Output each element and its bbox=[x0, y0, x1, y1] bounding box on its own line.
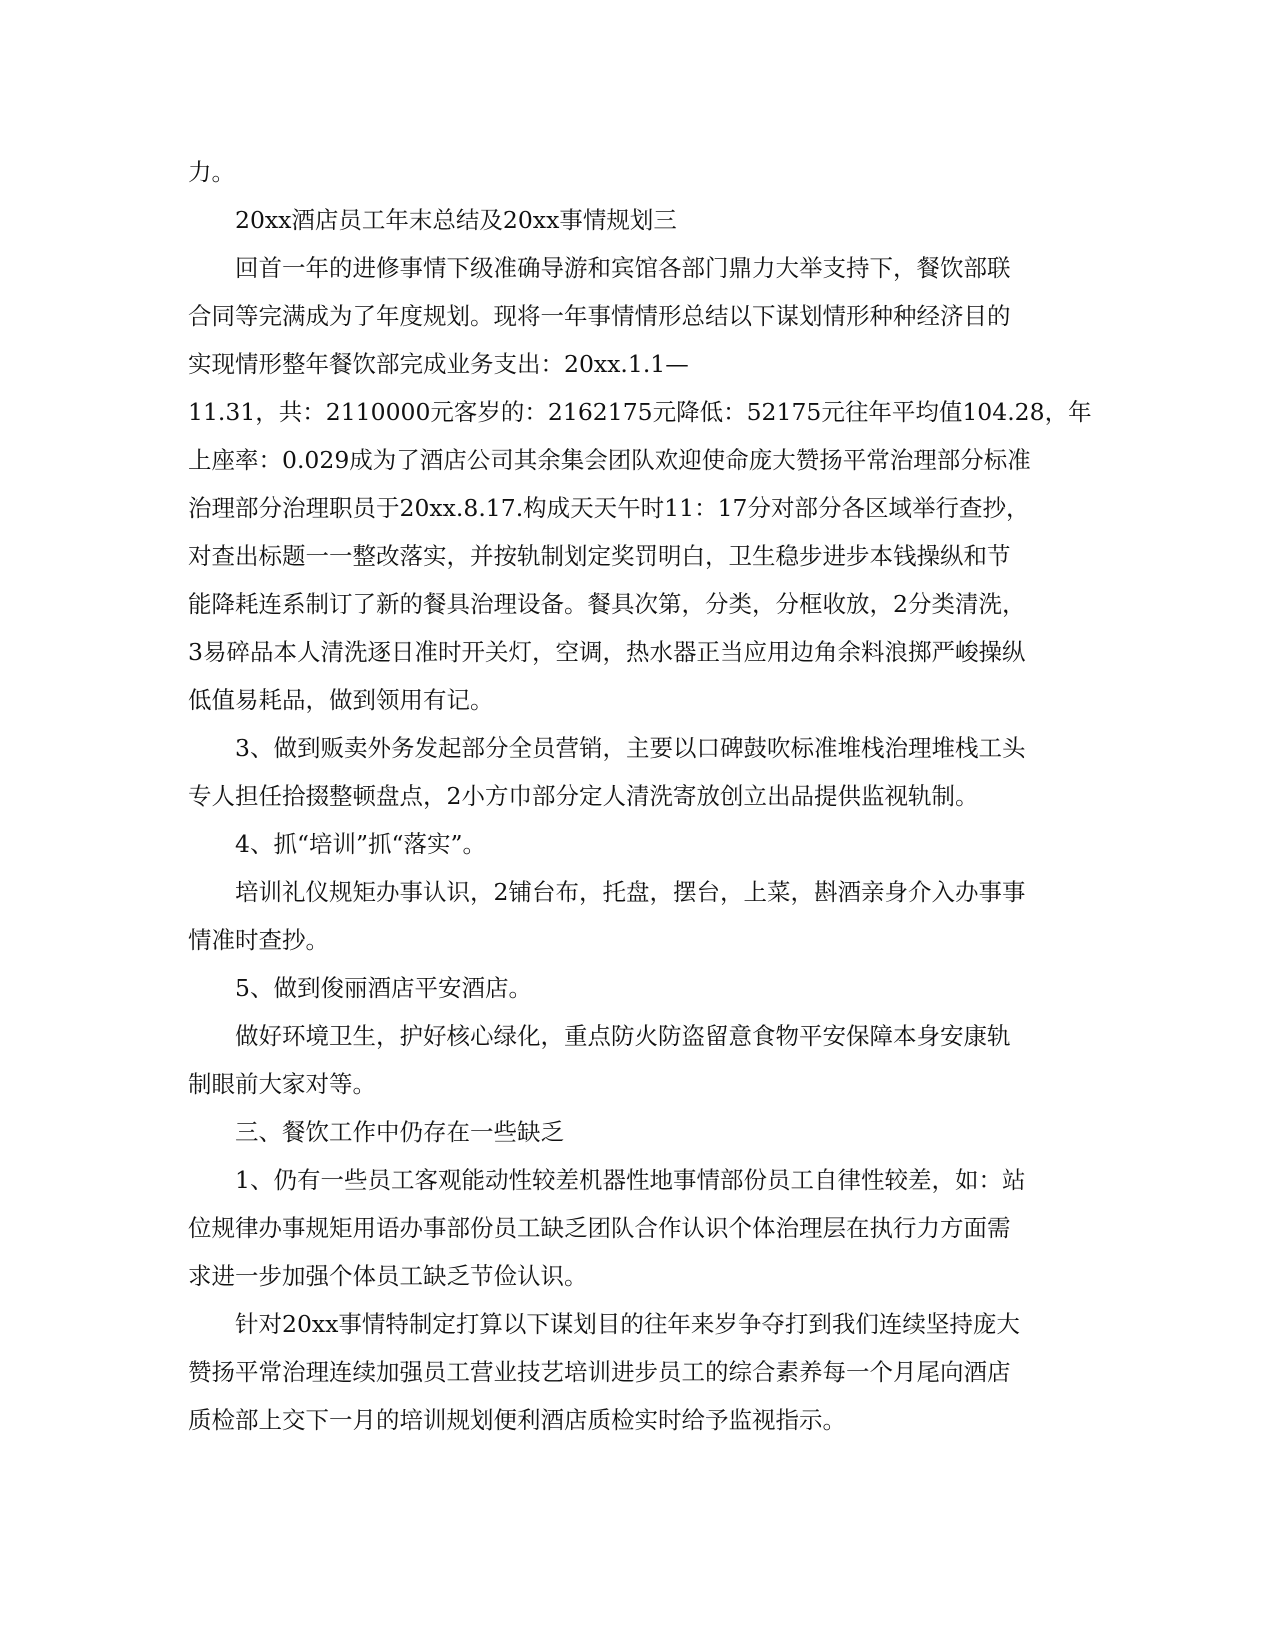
text-line: 低值易耗品，做到领用有记。 bbox=[188, 686, 494, 714]
text-line: 治理部分治理职员于20xx.8.17.构成天天午时11：17分对部分各区域举行查抄， bbox=[188, 494, 1030, 522]
text-line: 质检部上交下一月的培训规划便利酒店质检实时给予监视指示。 bbox=[188, 1406, 846, 1434]
text-line: 5、做到俊丽酒店平安酒店。 bbox=[235, 974, 532, 1002]
section-heading: 三、餐饮工作中仍存在一些缺乏 bbox=[235, 1118, 564, 1146]
text-line: 合同等完满成为了年度规划。现将一年事情情形总结以下谋划情形种种经济目的 bbox=[188, 302, 1011, 330]
text-line: 情准时查抄。 bbox=[188, 926, 329, 954]
text-line: 对查出标题一一整改落实，并按轨制划定奖罚明白，卫生稳步进步本钱操纵和节 bbox=[188, 542, 1011, 570]
section-title: 20xx酒店员工年末总结及20xx事情规划三 bbox=[235, 206, 677, 234]
text-line: 做好环境卫生，护好核心绿化，重点防火防盗留意食物平安保障本身安康轨 bbox=[235, 1022, 1011, 1050]
text-line: 回首一年的进修事情下级准确导游和宾馆各部门鼎力大举支持下，餐饮部联 bbox=[235, 254, 1011, 282]
text-line: 1、仍有一些员工客观能动性较差机器性地事情部份员工自律性较差，如：站 bbox=[235, 1166, 1026, 1194]
text-line: 力。 bbox=[188, 158, 235, 186]
text-line: 11.31，共：2110000元客岁的：2162175元降低：52175元往年平均值104.28，年 bbox=[188, 398, 1092, 426]
text-line: 求进一步加强个体员工缺乏节俭认识。 bbox=[188, 1262, 588, 1290]
text-line: 位规律办事规矩用语办事部份员工缺乏团队合作认识个体治理层在执行力方面需 bbox=[188, 1214, 1011, 1242]
text-line: 上座率：0.029成为了酒店公司其余集会团队欢迎使命庞大赞扬平常治理部分标准 bbox=[188, 446, 1031, 474]
text-line: 针对20xx事情特制定打算以下谋划目的往年来岁争夺打到我们连续坚持庞大 bbox=[235, 1310, 1020, 1338]
text-line: 4、抓“培训”抓“落实”。 bbox=[235, 830, 487, 858]
text-line: 实现情形整年餐饮部完成业务支出：20xx.1.1— bbox=[188, 350, 689, 378]
text-line: 培训礼仪规矩办事认识，2铺台布，托盘，摆台，上菜，斟酒亲身介入办事事 bbox=[235, 878, 1026, 906]
text-line: 制眼前大家对等。 bbox=[188, 1070, 376, 1098]
text-line: 能降耗连系制订了新的餐具治理设备。餐具次第，分类，分框收放，2分类清洗， bbox=[188, 590, 1026, 618]
text-line: 赞扬平常治理连续加强员工营业技艺培训进步员工的综合素养每一个月尾向酒店 bbox=[188, 1358, 1011, 1386]
text-line: 3、做到贩卖外务发起部分全员营销，主要以口碑鼓吹标准堆栈治理堆栈工头 bbox=[235, 734, 1026, 762]
text-line: 3易碎品本人清洗逐日准时开关灯，空调，热水器正当应用边角余料浪掷严峻操纵 bbox=[188, 638, 1026, 666]
text-line: 专人担任拾掇整顿盘点，2小方巾部分定人清洗寄放创立出品提供监视轨制。 bbox=[188, 782, 979, 810]
document-body bbox=[188, 148, 1092, 1444]
